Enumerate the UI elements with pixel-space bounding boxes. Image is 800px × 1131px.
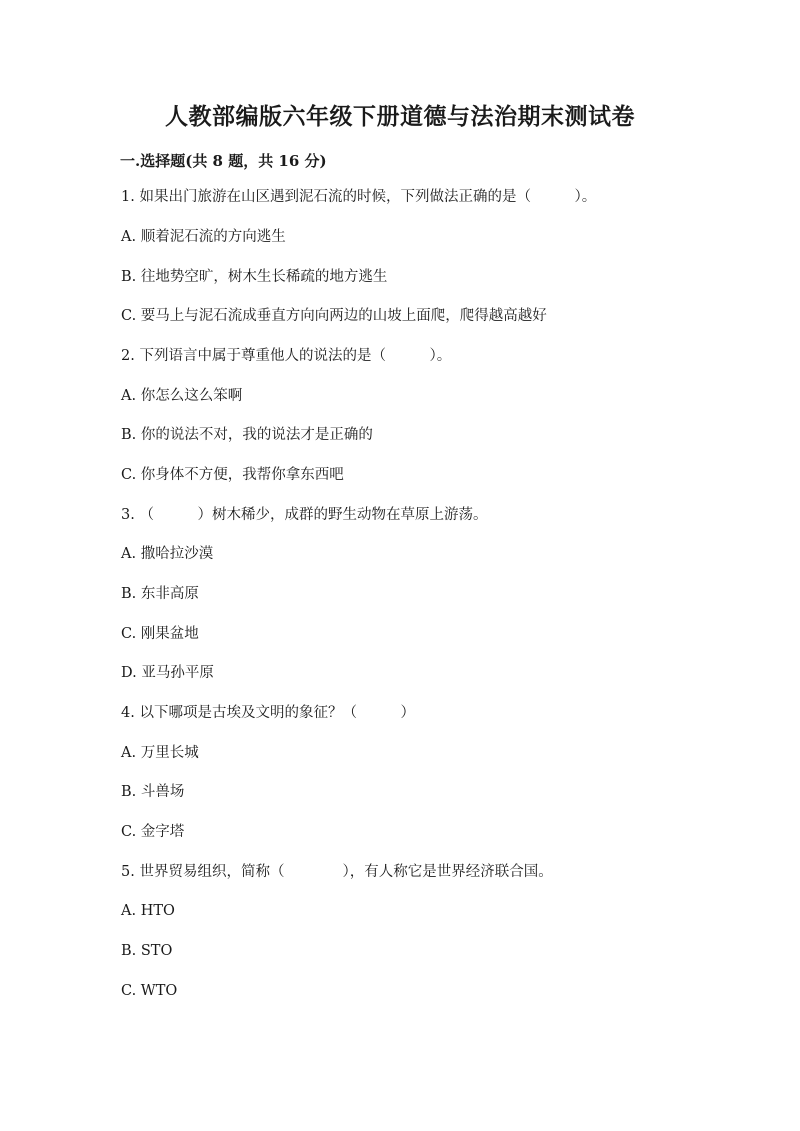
question-1-option-b: B. 往地势空旷，树木生长稀疏的地方逃生 bbox=[121, 269, 388, 285]
question-4-option-b: B. 斗兽场 bbox=[121, 784, 185, 800]
question-3-option-b: B. 东非高原 bbox=[121, 586, 199, 602]
question-5-option-c: C. WTO bbox=[121, 983, 178, 999]
question-5-option-b: B. STO bbox=[121, 943, 173, 959]
page-title: 人教部编版六年级下册道德与法治期末测试卷 bbox=[165, 103, 635, 130]
question-1-option-c: C. 要马上与泥石流成垂直方向向两边的山坡上面爬，爬得越高越好 bbox=[121, 308, 547, 324]
question-3-option-c: C. 刚果盆地 bbox=[121, 626, 199, 642]
question-4-option-c: C. 金字塔 bbox=[121, 824, 185, 840]
question-1-stem: 1. 如果出门旅游在山区遇到泥石流的时候，下列做法正确的是（ ）。 bbox=[121, 189, 597, 205]
question-3-option-a: A. 撒哈拉沙漠 bbox=[121, 546, 214, 562]
question-5-option-a: A. HTO bbox=[121, 903, 175, 919]
question-2-option-a: A. 你怎么这么笨啊 bbox=[121, 388, 243, 404]
question-3-option-d: D. 亚马孙平原 bbox=[121, 665, 214, 681]
question-4-stem: 4. 以下哪项是古埃及文明的象征？（ ） bbox=[121, 705, 415, 721]
question-3-stem: 3. （ ）树木稀少，成群的野生动物在草原上游荡。 bbox=[121, 507, 488, 523]
question-2-stem: 2. 下列语言中属于尊重他人的说法的是（ ）。 bbox=[121, 348, 452, 364]
question-4-option-a: A. 万里长城 bbox=[121, 745, 199, 761]
question-2-option-c: C. 你身体不方便，我帮你拿东西吧 bbox=[121, 467, 344, 483]
section-heading: 一.选择题(共 8 题，共 16 分) bbox=[120, 152, 327, 170]
question-5-stem: 5. 世界贸易组织，简称（ ），有人称它是世界经济联合国。 bbox=[121, 864, 553, 880]
question-2-option-b: B. 你的说法不对，我的说法才是正确的 bbox=[121, 427, 373, 443]
question-1-option-a: A. 顺着泥石流的方向逃生 bbox=[121, 229, 286, 245]
